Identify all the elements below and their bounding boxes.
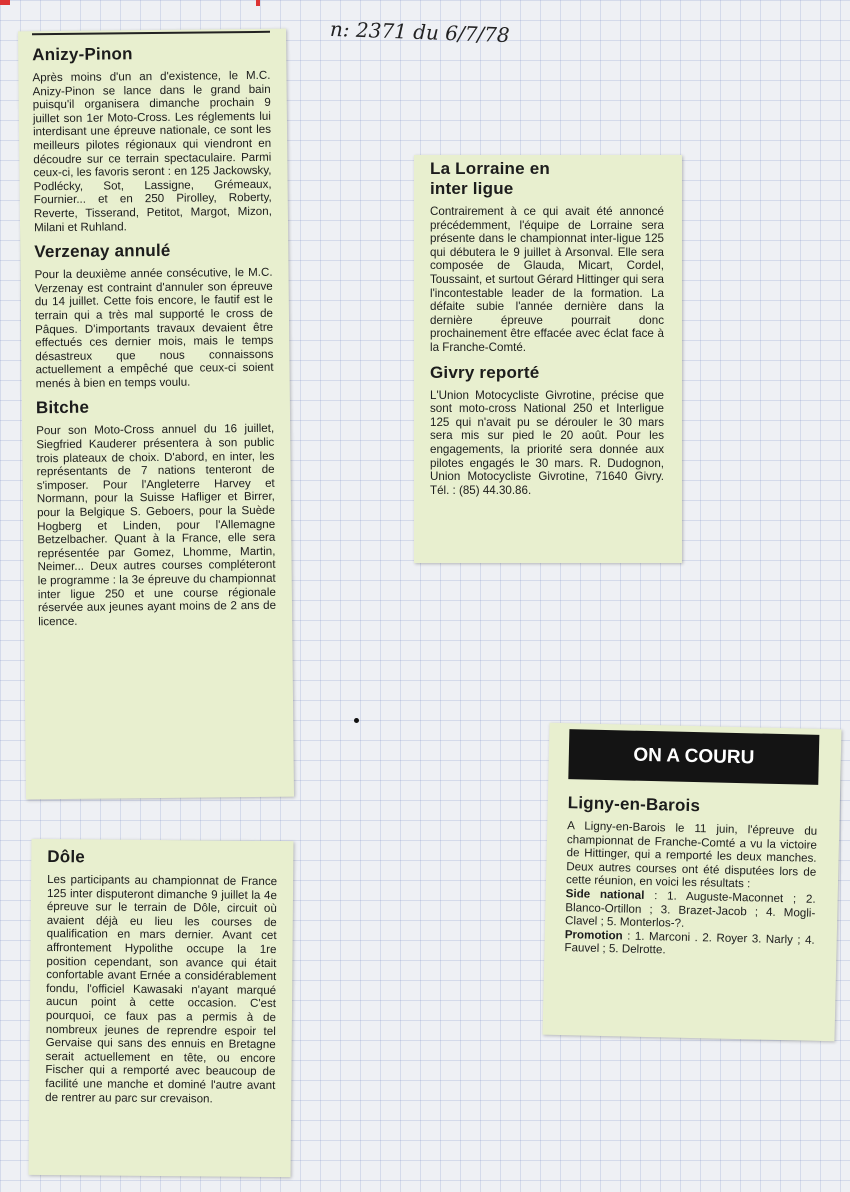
- top-rule: [32, 31, 270, 35]
- ligny-intro: [566, 819, 817, 893]
- clipping-dole: [29, 839, 294, 1177]
- clipping-column-left: [18, 29, 294, 800]
- ink-dot: [354, 718, 359, 723]
- verzenay-body: Pour la deuxième année consécutive, le M.C. Verzenay est contraint d'annuler son épreuve du 14 juillet. Cette fois encore, le fautif est le terrain qui a très mal supporté le cross de Pâques. D'importants travaux devaient être effectués ces dernier mois, mais le temps désastreux que nous connaissons actuellement a empêché que ceux-ci soient menés à bien en temps voulu.: [34, 265, 274, 391]
- dole-title: Dôle: [47, 847, 86, 867]
- anizy-body: Après moins d'un an d'existence, le M.C. Anizy-Pinon se lance dans le grand bain puisqu'il organisera dimanche prochain 9 juillet son 1er Moto-Cross. Les réglements lui interdisant une épreuve nationale, ce sont les meilleurs pilotes régionaux qui viendront en découdre sur ce terrain spectaculaire. Parmi ceux-ci, les favoris seront : en 125 Jackowsky, Podlécky, Sot, Lassigne, Grémeaux, Fournier... et en 250 Pirolley, Roberty, Reverte, Tisserand, Petitot, Margot, Mizon, Milani et Ruhland.: [32, 68, 272, 234]
- lorraine-title: La Lorraine en inter ligue: [430, 159, 550, 198]
- verzenay-title: Verzenay annulé: [34, 240, 171, 262]
- side-national-results: [565, 887, 816, 933]
- handwritten-note: n: 2371 du 6/7/78: [329, 16, 511, 48]
- dole-body: Les participants au championnat de France 125 inter disputeront dimanche 9 juillet la 4e épreuve sur le terrain de Dôle, circuit où avaient déjà eu lieu les courses de qualification en mars dernier. Avant cet affrontement Hypolithe occupe la 1re position cependant, son avance qui était confortable avant Ernée a considérablement fondu, l'officiel Kawasaki n'ayant marqué aucun point à cette occasion. C'est pourquoi, ce faux pas a permis à de nombreux jeunes de reprendre espoir tel Gervaise qui sans des ennuis en Bretagne serait actuellement en tête, ou encore Fischer qui a remporté avec beaucoup de facilité une manche et dominé l'autre avant de rentrer au parc sur crevaison.: [45, 873, 278, 1105]
- clipping-lorraine-givry: [414, 155, 682, 563]
- givry-body: L'Union Motocycliste Givrotine, précise que sont moto-cross National 250 et Interligue 125 qui n'avait pu se dérouler le 30 mars sera mis sur pied le 20 août. Pour les engagements, la priorité sera donnée aux pilotes engagés le 30 mars. R. Dudognon, Union Motocycliste Givrotine, 71640 Givry. Tél. : (85) 44.30.86.: [430, 388, 664, 497]
- ligny-title: Ligny-en-Barois: [567, 793, 701, 816]
- promotion-results: [564, 928, 815, 961]
- ligny-intro-text: A Ligny-en-Barois le 11 juin, l'épreuve du championnat de Franche-Comté a vu la victoire de Hittinger, qui a remporté les deux manches. Deux autres courses ont été disputées lors de cette réunion, en voici les résultats :: [565, 819, 818, 891]
- on-a-couru-banner: ON A COURU: [568, 729, 819, 785]
- promotion-text: : 1. Marconi . 2. Royer 3. Narly ; 4. Fauvel ; 5. Delrotte.: [564, 929, 815, 957]
- promotion-label: Promotion: [564, 927, 623, 943]
- red-mark-top: [256, 0, 260, 6]
- anizy-title: Anizy-Pinon: [32, 44, 133, 65]
- side-national-text: : 1. Auguste-Maconnet ; 2. Blanco-Ortillon ; 3. Brazet-Jacob ; 4. Mogli-Clavel ; 5. Monterlos-?.: [564, 888, 816, 930]
- givry-title: Givry reporté: [430, 362, 540, 382]
- side-national-label: Side national: [565, 887, 645, 902]
- lorraine-body: Contrairement à ce qui avait été annoncé précédemment, l'équipe de Lorraine sera présente dans le championnat inter-ligue 125 qui débutera le 9 juillet à Arsonval. Elle sera composée de Glauda, Micart, Cordel, Toussaint, et surtout Gérard Hittinger qui sera l'incontestable leader de la formation. La défaite subie l'année dernière dans la dernière épreuve pourrait donc prochainement être effacée avec éclat face à la Franche-Comté.: [430, 205, 664, 354]
- red-mark-left: [0, 0, 10, 5]
- clipping-on-a-couru: [542, 723, 841, 1042]
- bitche-title: Bitche: [35, 398, 90, 418]
- bitche-body: Pour son Moto-Cross annuel du 16 juillet, Siegfried Kauderer présentera à son public trois plateaux de choix. D'abord, en inter, les représentants de 7 nations tenteront de s'imposer. Pour l'Angleterre Harvey et Normann, pour la Suisse Hafliger et Birrer, pour la Belgique S. Geboers, pour la Suède Hogberg et Linden, pour l'Allemagne Betzelbacher. Quant à la France, elle sera représentée par Gomez, Lhomme, Martin, Neimer... Deux autres courses compléteront le programme : la 3e épreuve du championnat inter ligue 250 et une course régionale réservée aux jeunes ayant moins de 2 ans de licence.: [36, 422, 277, 629]
